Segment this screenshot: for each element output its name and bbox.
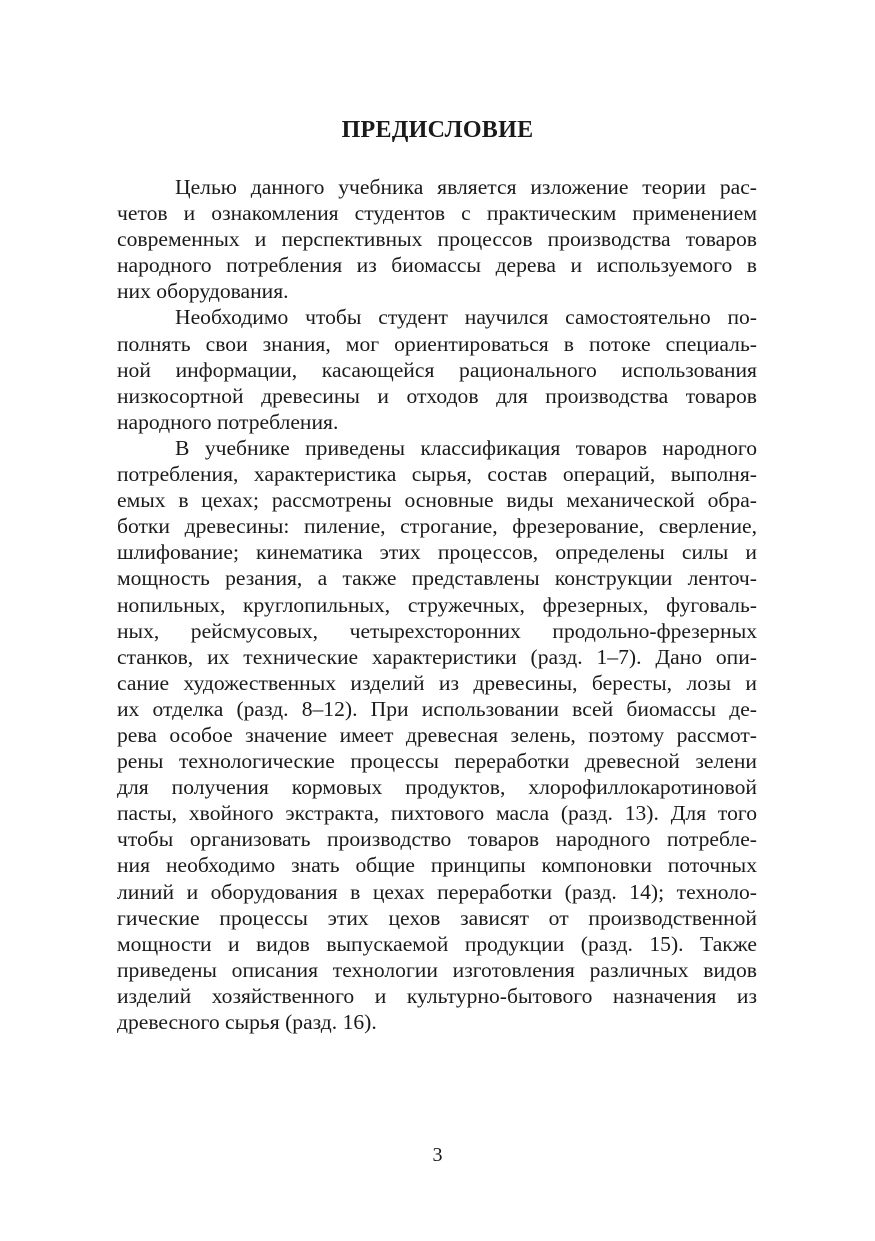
text-line: рены технологические процессы переработки древесной зелени xyxy=(117,749,757,774)
paragraph-2 xyxy=(117,304,757,434)
text-line: ботки древесины: пиление, строгание, фрезерование, сверление, xyxy=(117,514,757,539)
text-line: нопильных, круглопильных, стружечных, фрезерных, фуговаль- xyxy=(117,592,757,617)
page-title: ПРЕДИСЛОВИЕ xyxy=(341,117,534,143)
text-line: древесного сырья (разд. 16). xyxy=(117,1010,377,1034)
text-line: рева особое значение имеет древесная зелень, поэтому рассмот- xyxy=(117,722,757,747)
paragraph-1 xyxy=(117,174,757,304)
text-line: ной информации, касающейся рационального использования xyxy=(117,357,757,382)
text-line: чтобы организовать производство товаров народного потребле- xyxy=(117,827,757,852)
text-line: них оборудования. xyxy=(117,279,289,304)
text-line: гические процессы этих цехов зависят от производственной xyxy=(117,905,757,930)
text-line: полнять свои знания, мог ориентироваться в потоке специаль- xyxy=(117,331,757,356)
text-line: Целью данного учебника является изложение теории рас- xyxy=(175,175,757,199)
text-line: народного потребления. xyxy=(117,409,339,434)
text-line: для получения кормовых продуктов, хлорофиллокаротиновой xyxy=(117,775,757,800)
text-line: линий и оборудования в цехах переработки (разд. 14); техноло- xyxy=(117,879,757,904)
text-line: современных и перспективных процессов производства товаров xyxy=(117,227,757,252)
text-line: ных, рейсмусовых, четырехсторонних продольно-фрезерных xyxy=(117,618,757,643)
text-line: приведены описания технологии изготовления различных видов xyxy=(117,957,757,982)
text-line: Необходимо чтобы студент научился самостоятельно по- xyxy=(175,305,757,330)
text-line: изделий хозяйственного и культурно-бытового назначения из xyxy=(117,983,757,1008)
text-line: ния необходимо знать общие принципы компоновки поточных xyxy=(117,853,757,878)
paragraph-3 xyxy=(117,435,757,1035)
text-line: В учебнике приведены классификация товаров народного xyxy=(175,435,757,460)
text-line: мощность резания, а также представлены конструкции ленточ- xyxy=(117,566,757,591)
text-line: народного потребления из биомассы дерева и используемого в xyxy=(117,253,757,278)
text-line: мощности и видов выпускаемой продукции (разд. 15). Также xyxy=(117,931,757,956)
text-line: шлифование; кинематика этих процессов, определены силы и xyxy=(117,540,757,565)
text-line: потребления, характеристика сырья, состав операций, выполня- xyxy=(117,462,757,487)
page-number: 3 xyxy=(432,1144,443,1166)
text-line: станков, их технические характеристики (разд. 1–7). Дано опи- xyxy=(117,644,757,669)
text-line: сание художественных изделий из древесины, бересты, лозы и xyxy=(117,670,757,695)
text-line: пасты, хвойного экстракта, пихтового масла (разд. 13). Для того xyxy=(117,801,757,826)
text-line: их отделка (разд. 8–12). При использовании всей биомассы де- xyxy=(117,696,757,721)
preface-body xyxy=(117,174,757,1035)
text-line: четов и ознакомления студентов с практическим применением xyxy=(117,201,757,226)
text-line: емых в цехах; рассмотрены основные виды механической обра- xyxy=(117,488,757,513)
text-line: низкосортной древесины и отходов для производства товаров xyxy=(117,383,757,408)
